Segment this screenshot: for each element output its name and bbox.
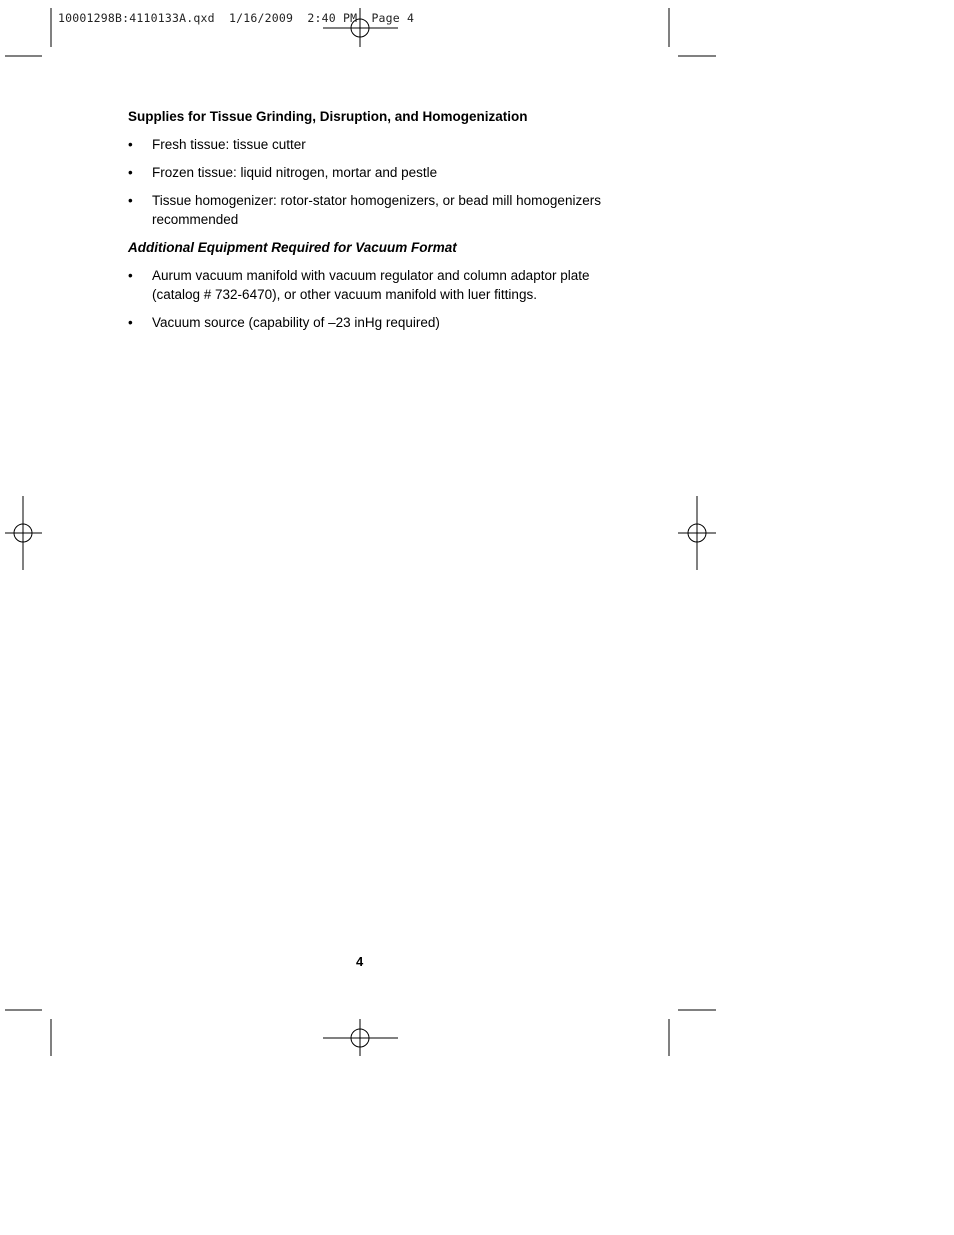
registration-mark-right-middle (678, 496, 716, 570)
list-item-text: Aurum vacuum manifold with vacuum regulator and column adaptor plate (catalog # 732-6470), or other vacuum manifold with luer fittings. (152, 268, 590, 302)
bullet-icon: • (128, 193, 133, 208)
list-item (128, 192, 618, 229)
list-item (128, 267, 618, 304)
print-slug-line: 10001298B:4110133A.qxd 1/16/2009 2:40 PM Page 4 (58, 11, 415, 25)
section-heading-supplies: Supplies for Tissue Grinding, Disruption, and Homogenization (128, 109, 528, 124)
list-item (128, 314, 618, 333)
bullet-icon: • (128, 268, 133, 283)
registration-mark-top-center (323, 8, 398, 47)
supplies-list (128, 136, 618, 229)
page-content (128, 108, 618, 342)
registration-mark-left-middle (5, 496, 42, 570)
list-item-text: Frozen tissue: liquid nitrogen, mortar and pestle (152, 165, 438, 180)
bullet-icon: • (128, 314, 133, 330)
bullet-icon: • (128, 165, 133, 180)
list-item (128, 164, 618, 183)
registration-mark-bottom-center (323, 1019, 398, 1056)
list-item (128, 136, 618, 155)
vacuum-equipment-list (128, 267, 618, 332)
list-item-text: Fresh tissue: tissue cutter (152, 137, 306, 152)
page-number: 4 (356, 954, 364, 969)
section-heading-vacuum-equipment: Additional Equipment Required for Vacuum Format (128, 240, 457, 255)
list-item-text: Tissue homogenizer: rotor-stator homogenizers, or bead mill homogenizers recommended (152, 193, 601, 227)
bullet-icon: • (128, 137, 133, 152)
list-item-text: Vacuum source (capability of –23 inHg required) (152, 314, 440, 330)
